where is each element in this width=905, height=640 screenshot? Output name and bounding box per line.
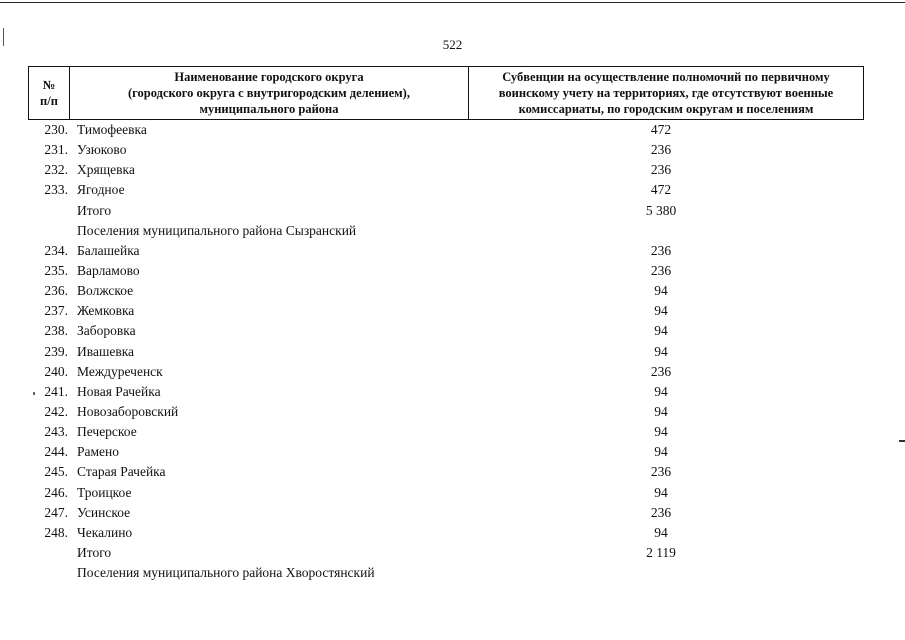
row-number: 247. [44,504,68,520]
table-row [28,422,864,442]
table-header [28,66,864,120]
row-number: 239. [44,343,68,359]
header-subvention-column: Субвенции на осуществление полномочий по первичному воинскому учету на территориях, где отсутствуют военные комиссариаты, по городским округам и поселениям [498,70,834,116]
row-name: Узюково [77,142,127,158]
row-name: Хрящевка [77,162,135,178]
row-number: 235. [44,262,68,278]
row-number: 248. [44,524,68,540]
total-row [28,543,864,563]
row-name: Поселения муниципального района Хворостянский [77,565,375,581]
header-number-column: № п/п [29,67,70,119]
row-value: 5 380 [645,202,677,218]
row-name: Балашейка [77,242,140,258]
row-number: 245. [44,464,68,480]
row-number: 241. [44,383,68,399]
row-value: 236 [650,162,672,178]
row-value: 94 [654,383,668,399]
row-number: 238. [44,323,68,339]
row-name: Тимофеевка [77,122,147,137]
table-row [28,140,864,160]
scan-mark-right [899,440,905,442]
row-value: 94 [654,424,668,440]
table-row [28,321,864,341]
row-value: 94 [654,403,668,419]
row-name: Рамено [77,444,120,460]
table-row [28,523,864,543]
table-row [28,160,864,180]
row-value: 2 119 [646,544,676,560]
row-number: 242. [44,403,68,419]
table-row [28,362,864,382]
group-heading-row [28,221,864,241]
table-body [28,120,864,583]
group-heading-row [28,563,864,583]
row-name: Старая Рачейка [77,464,166,480]
table-row [28,301,864,321]
table-row [28,462,864,482]
table-row [28,342,864,362]
row-name: Заборовка [77,323,136,339]
row-name: Новая Рачейка [77,383,161,399]
table-row [28,261,864,281]
row-number: 243. [44,424,68,440]
row-value: 94 [654,524,668,540]
row-value: 236 [650,363,672,379]
row-name: Троицкое [77,484,132,500]
table-row [28,483,864,503]
row-name: Новозаборовский [77,403,179,419]
total-row [28,201,864,221]
row-value: 236 [650,464,672,480]
header-name-column: Наименование городского округа (городского округа с внутригородским делением), муниципального района [70,67,469,119]
table-row [28,402,864,422]
row-value: 94 [654,343,668,359]
row-name: Ягодное [77,182,125,198]
row-name: Поселения муниципального района Сызранский [77,222,357,238]
table-row [28,120,864,140]
row-value: 236 [650,142,672,158]
row-number: 237. [44,303,68,319]
row-name: Междуреченск [77,363,163,379]
row-value: 94 [654,283,668,299]
row-name: Волжское [77,283,134,299]
row-name: Итого [77,544,112,560]
row-name: Печерское [77,424,137,440]
row-number: 232. [44,162,68,178]
row-name: Варламово [77,262,140,278]
table-row [28,180,864,200]
scan-edge-line [0,2,905,3]
row-value: 236 [650,242,672,258]
row-name: Ивашевка [77,343,135,359]
row-name: Жемковка [77,303,135,319]
row-value: 472 [650,122,672,137]
row-value: 94 [654,484,668,500]
table-row [28,241,864,261]
page-number: 522 [442,37,463,52]
row-value: 94 [654,323,668,339]
row-number: 246. [44,484,68,500]
table-row [28,503,864,523]
row-name: Итого [77,202,112,218]
table-row [28,382,864,402]
row-value: 236 [650,504,672,520]
row-name: Чекалино [77,524,133,540]
row-number: 233. [44,182,68,198]
table-row [28,281,864,301]
row-number: 244. [44,444,68,460]
table-row [28,442,864,462]
row-value: 94 [654,444,668,460]
row-number: 240. [44,363,68,379]
row-value: 472 [650,182,672,198]
row-value: 94 [654,303,668,319]
row-name: Усинское [77,504,131,520]
row-number: 230. [44,122,68,137]
row-number: 231. [44,142,68,158]
row-number: 234. [44,242,68,258]
row-value: 236 [650,262,672,278]
row-number: 236. [44,283,68,299]
